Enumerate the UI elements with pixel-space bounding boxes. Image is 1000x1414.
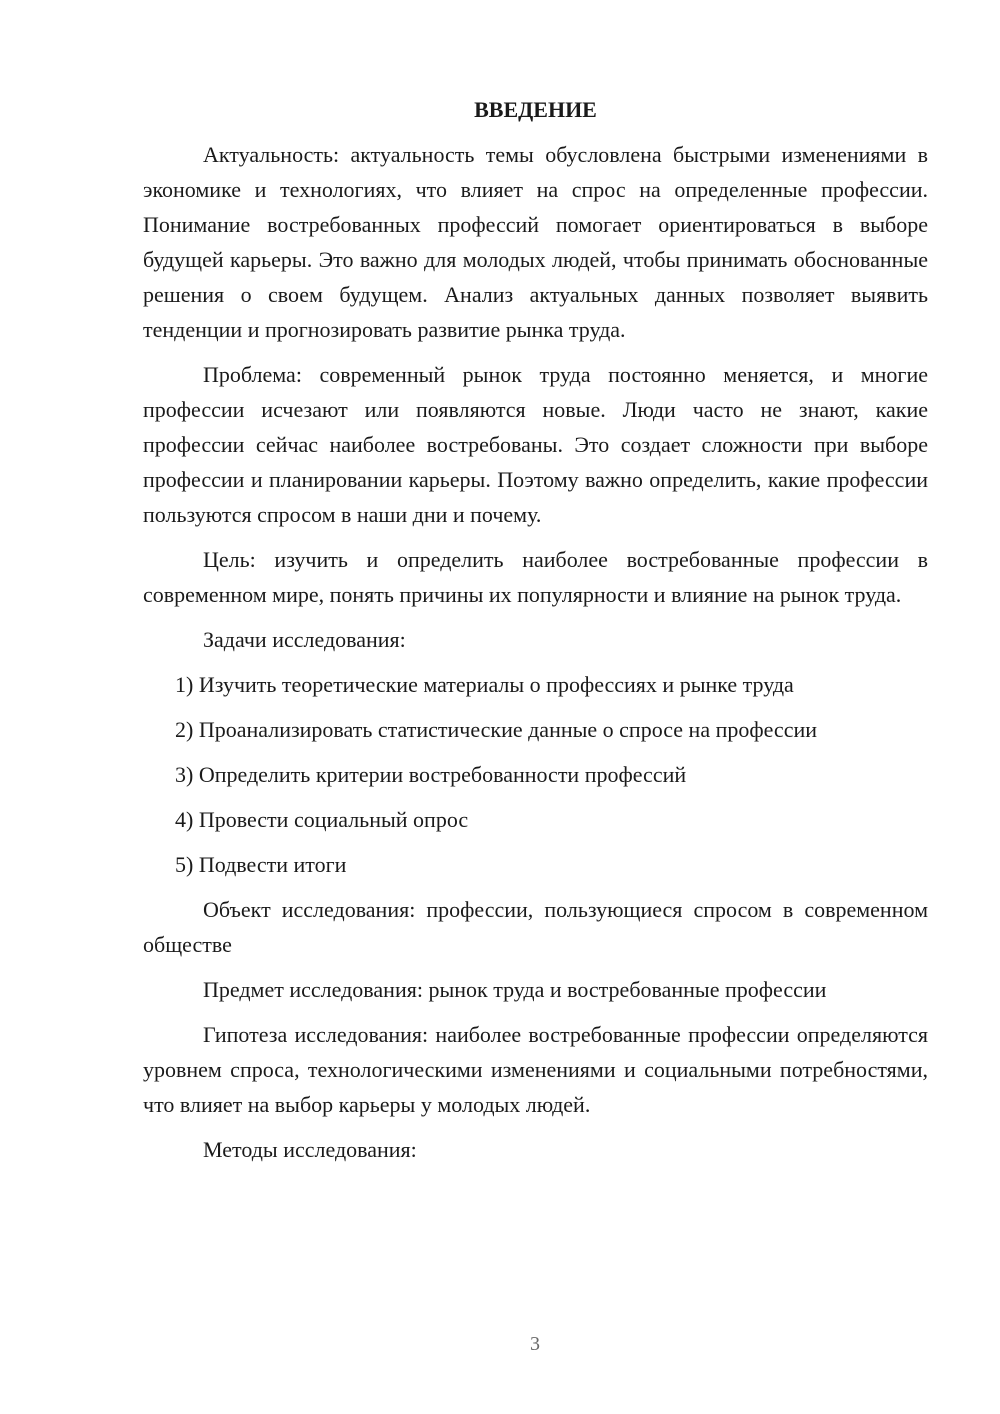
task-item: 5) Подвести итоги [175,852,347,877]
task-item: 2) Проанализировать статистические данные о спросе на профессии [175,717,818,742]
task-item: 3) Определить критерии востребованности профессий [175,762,687,787]
document-page [143,92,928,1177]
subject-paragraph: Предмет исследования: рынок труда и востребованные профессии [203,977,827,1002]
object-paragraph: Объект исследования: профессии, пользующиеся спросом в современном обществе [143,897,928,957]
relevance-paragraph: Актуальность: актуальность темы обусловлена быстрыми изменениями в экономике и технологиях, что влияет на спрос на определенные профессии. Понимание востребованных профессий помогает ориентироваться в выборе будущей карьеры. Это важно для молодых людей, чтобы принимать обоснованные решения о своем будущем. Анализ актуальных данных позволяет выявить тенденции и прогнозировать развитие рынка труда. [143,142,928,342]
tasks-heading: Задачи исследования: [203,627,406,652]
tasks-list [143,667,928,882]
task-item: 4) Провести социальный опрос [175,807,469,832]
hypothesis-paragraph: Гипотеза исследования: наиболее востребованные профессии определяются уровнем спроса, технологическими изменениями и социальными потребностями, что влияет на выбор карьеры у молодых людей. [143,1022,928,1117]
goal-paragraph: Цель: изучить и определить наиболее востребованные профессии в современном мире, понять причины их популярности и влияние на рынок труда. [143,547,928,607]
page-number: 3 [530,1333,540,1355]
task-item: 1) Изучить теоретические материалы о профессиях и рынке труда [175,672,794,697]
methods-heading: Методы исследования: [203,1137,417,1162]
problem-paragraph: Проблема: современный рынок труда постоянно меняется, и многие профессии исчезают или появляются новые. Люди часто не знают, какие профессии сейчас наиболее востребованы. Это создает сложности при выборе профессии и планировании карьеры. Поэтому важно определить, какие профессии пользуются спросом в наши дни и почему. [143,362,928,527]
section-title: ВВЕДЕНИЕ [474,97,597,122]
